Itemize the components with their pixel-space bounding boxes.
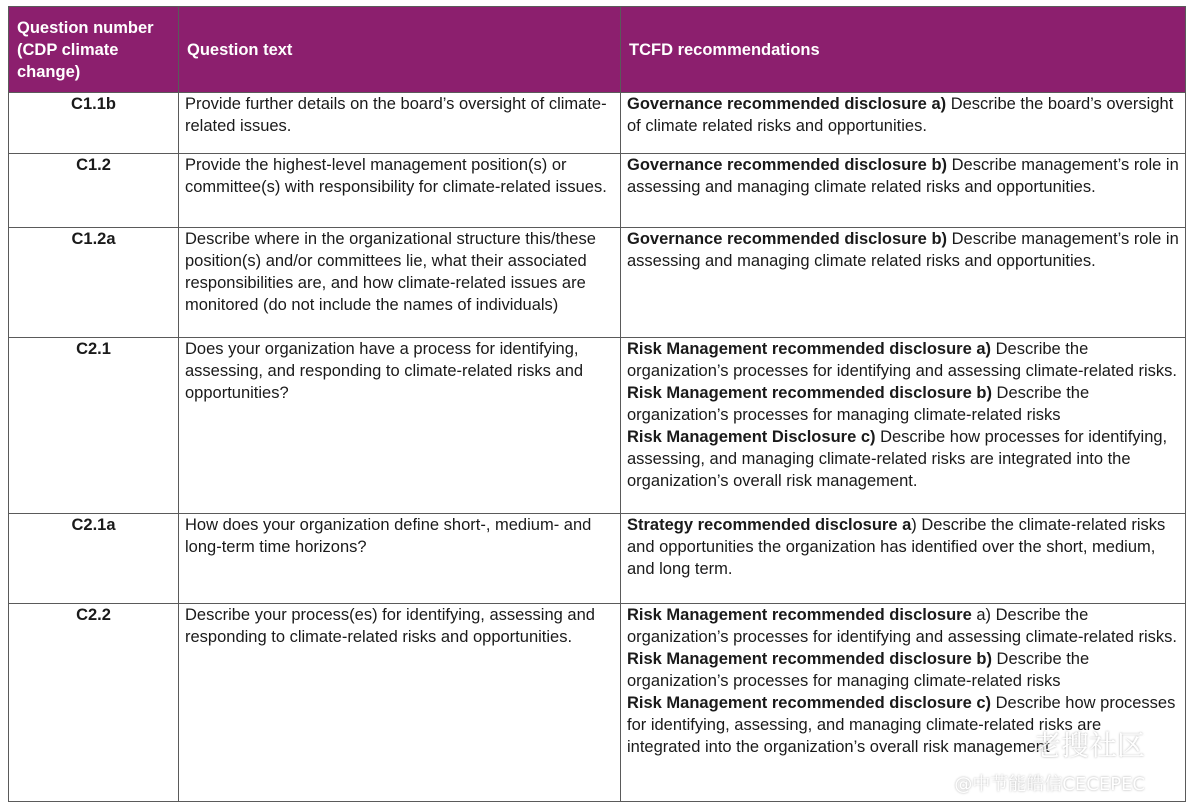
question-number: C2.2 bbox=[9, 604, 179, 802]
question-number: C2.1a bbox=[9, 514, 179, 604]
recommendation-text: Describe how processes for identifying, assessing, and managing climate-related risks are integrated into the organization’s overall risk management. bbox=[627, 428, 1168, 490]
recommendation-text: Describe management’s role in assessing and managing climate related risks and opportunities. bbox=[627, 156, 1179, 196]
header-tcfd-recommendations: TCFD recommendations bbox=[621, 7, 1186, 93]
recommendation-label: Risk Management recommended disclosure b) bbox=[627, 650, 992, 668]
table-header-row bbox=[9, 7, 1186, 93]
tcfd-recommendation bbox=[621, 338, 1186, 514]
table-row bbox=[9, 154, 1186, 228]
table-row bbox=[9, 338, 1186, 514]
recommendation-text: Describe the organization’s processes for managing climate-related risks bbox=[627, 650, 1090, 690]
question-number: C2.1 bbox=[9, 338, 179, 514]
tcfd-recommendation bbox=[621, 93, 1186, 154]
recommendation-label: Risk Management Disclosure c) bbox=[627, 428, 876, 446]
recommendation-text: a) Describe the organization’s processes for identifying and assessing climate-related risks. bbox=[627, 606, 1177, 646]
recommendation-label: Risk Management recommended disclosure b) bbox=[627, 384, 992, 402]
recommendation-label: Risk Management recommended disclosure bbox=[627, 606, 972, 624]
recommendation-text: Describe the organization’s processes for managing climate-related risks bbox=[627, 384, 1090, 424]
watermark-handle: @中节能皓信CECEPEC bbox=[954, 774, 1145, 795]
recommendation-text: Describe the board’s oversight of climate related risks and opportunities. bbox=[627, 95, 1174, 135]
recommendation-text: ) Describe the climate-related risks and opportunities the organization has identified over the short, medium, and long term. bbox=[627, 516, 1166, 578]
recommendation-label: Risk Management recommended disclosure c) bbox=[627, 694, 992, 712]
question-number: C1.2 bbox=[9, 154, 179, 228]
tcfd-recommendation bbox=[621, 228, 1186, 338]
tcfd-recommendation bbox=[621, 154, 1186, 228]
recommendation-text: Describe how processes for identifying, assessing, and managing climate-related risks are integrated into the organization’s overall risk management bbox=[627, 694, 1176, 756]
question-text: Does your organization have a process for identifying, assessing, and responding to climate-related risks and opportunities? bbox=[179, 338, 621, 514]
question-text: How does your organization define short-, medium- and long-term time horizons? bbox=[179, 514, 621, 604]
question-text: Provide further details on the board’s oversight of climate-related issues. bbox=[179, 93, 621, 154]
header-question-number: Question number (CDP climate change) bbox=[9, 7, 179, 93]
tcfd-recommendation bbox=[621, 514, 1186, 604]
table-row bbox=[9, 514, 1186, 604]
tcfd-mapping-table bbox=[8, 6, 1186, 802]
recommendation-label: Governance recommended disclosure b) bbox=[627, 230, 948, 248]
recommendation-label: Strategy recommended disclosure a bbox=[627, 516, 912, 534]
question-text: Describe where in the organizational structure this/these position(s) and/or committees lie, what their associated responsibilities are, and how climate-related issues are monitored (do not include the names of individuals) bbox=[179, 228, 621, 338]
question-number: C1.1b bbox=[9, 93, 179, 154]
recommendation-label: Governance recommended disclosure b) bbox=[627, 156, 948, 174]
header-question-text: Question text bbox=[179, 7, 621, 93]
question-number: C1.2a bbox=[9, 228, 179, 338]
question-text: Describe your process(es) for identifying, assessing and responding to climate-related risks and opportunities. bbox=[179, 604, 621, 802]
recommendation-label: Risk Management recommended disclosure a) bbox=[627, 340, 992, 358]
watermark-brand: 老搜社区 bbox=[1032, 729, 1145, 762]
recommendation-label: Governance recommended disclosure a) bbox=[627, 95, 947, 113]
question-text: Provide the highest-level management position(s) or committee(s) with responsibility for climate-related issues. bbox=[179, 154, 621, 228]
table-row bbox=[9, 228, 1186, 338]
watermark bbox=[954, 724, 1145, 796]
recommendation-text: Describe the organization’s processes for identifying and assessing climate-related risks. bbox=[627, 340, 1177, 380]
table-row bbox=[9, 93, 1186, 154]
recommendation-text: Describe management’s role in assessing and managing climate related risks and opportunities. bbox=[627, 230, 1179, 270]
